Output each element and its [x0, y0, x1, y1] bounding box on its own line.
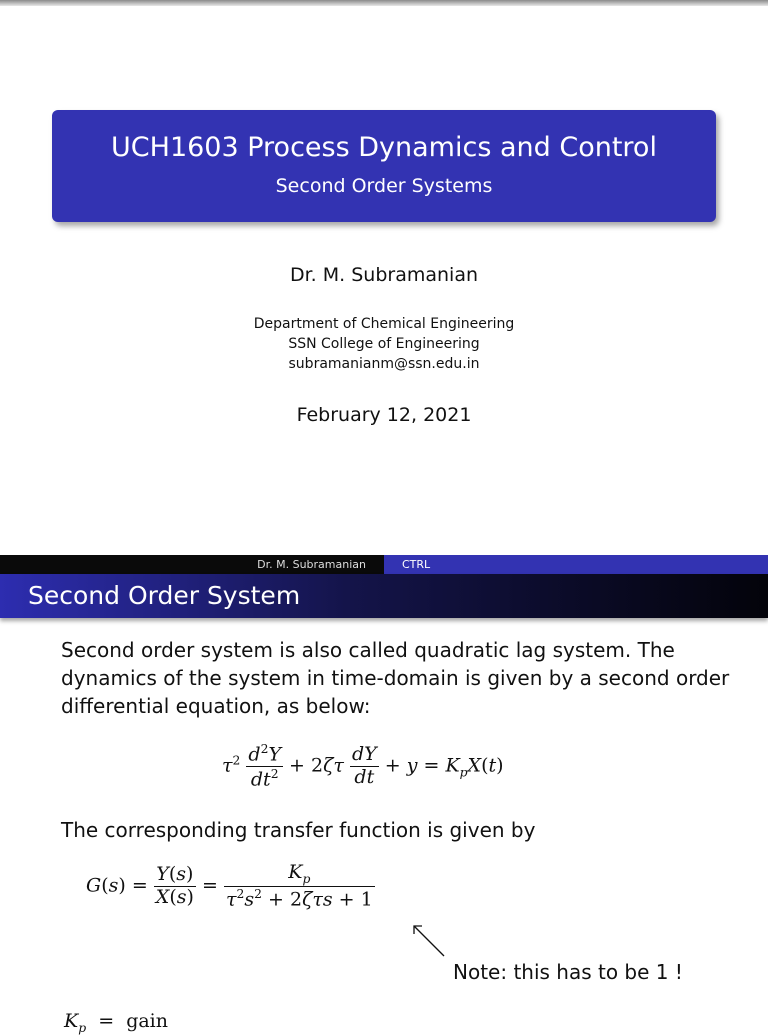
gain-definition-partial: $K_p$ = gain: [64, 1010, 168, 1035]
differential-equation: $\tau^2$ $\frac{d^2Y}{dt^2}$ + 2ζτ $\frac{dY}{dt}$ + $y = K_pX(t)$: [222, 742, 504, 791]
intro-paragraph: Second order system is also called quadratic lag system. The dynamics of the system in time-domain is given by a second order differential equation, as below:: [61, 638, 730, 718]
note-arrow-icon: [408, 920, 448, 960]
affiliation-college: SSN College of Engineering: [288, 336, 480, 352]
presentation-title: UCH1603 Process Dynamics and Control: [111, 132, 657, 163]
footline-author: Dr. M. Subramanian: [257, 558, 366, 571]
frame-title: Second Order System: [28, 581, 301, 610]
affiliation-department: Department of Chemical Engineering: [253, 316, 515, 332]
author-name: Dr. M. Subramanian: [289, 264, 479, 286]
title-block: [52, 110, 716, 222]
presentation-date: February 12, 2021: [296, 404, 472, 426]
footline-title-box: [384, 555, 768, 574]
transfer-function-equation: G(s) = $\frac{Y(s)}{X(s)}$ = $\frac{K_p}{\tau^2s^2 + 2\zeta\tau s + 1}$: [86, 861, 373, 911]
footline: [0, 555, 768, 574]
frame-title-bar: [0, 574, 768, 618]
constant-note: Note: this has to be 1 !: [453, 960, 683, 984]
transfer-function-intro: The corresponding transfer function is given by: [61, 818, 536, 842]
presentation-subtitle: Second Order Systems: [275, 175, 493, 197]
top-rule: [0, 0, 768, 6]
footline-author-box: [0, 555, 384, 574]
footline-short-title: CTRL: [402, 558, 431, 571]
affiliation-email: subramanianm@ssn.edu.in: [288, 356, 480, 372]
